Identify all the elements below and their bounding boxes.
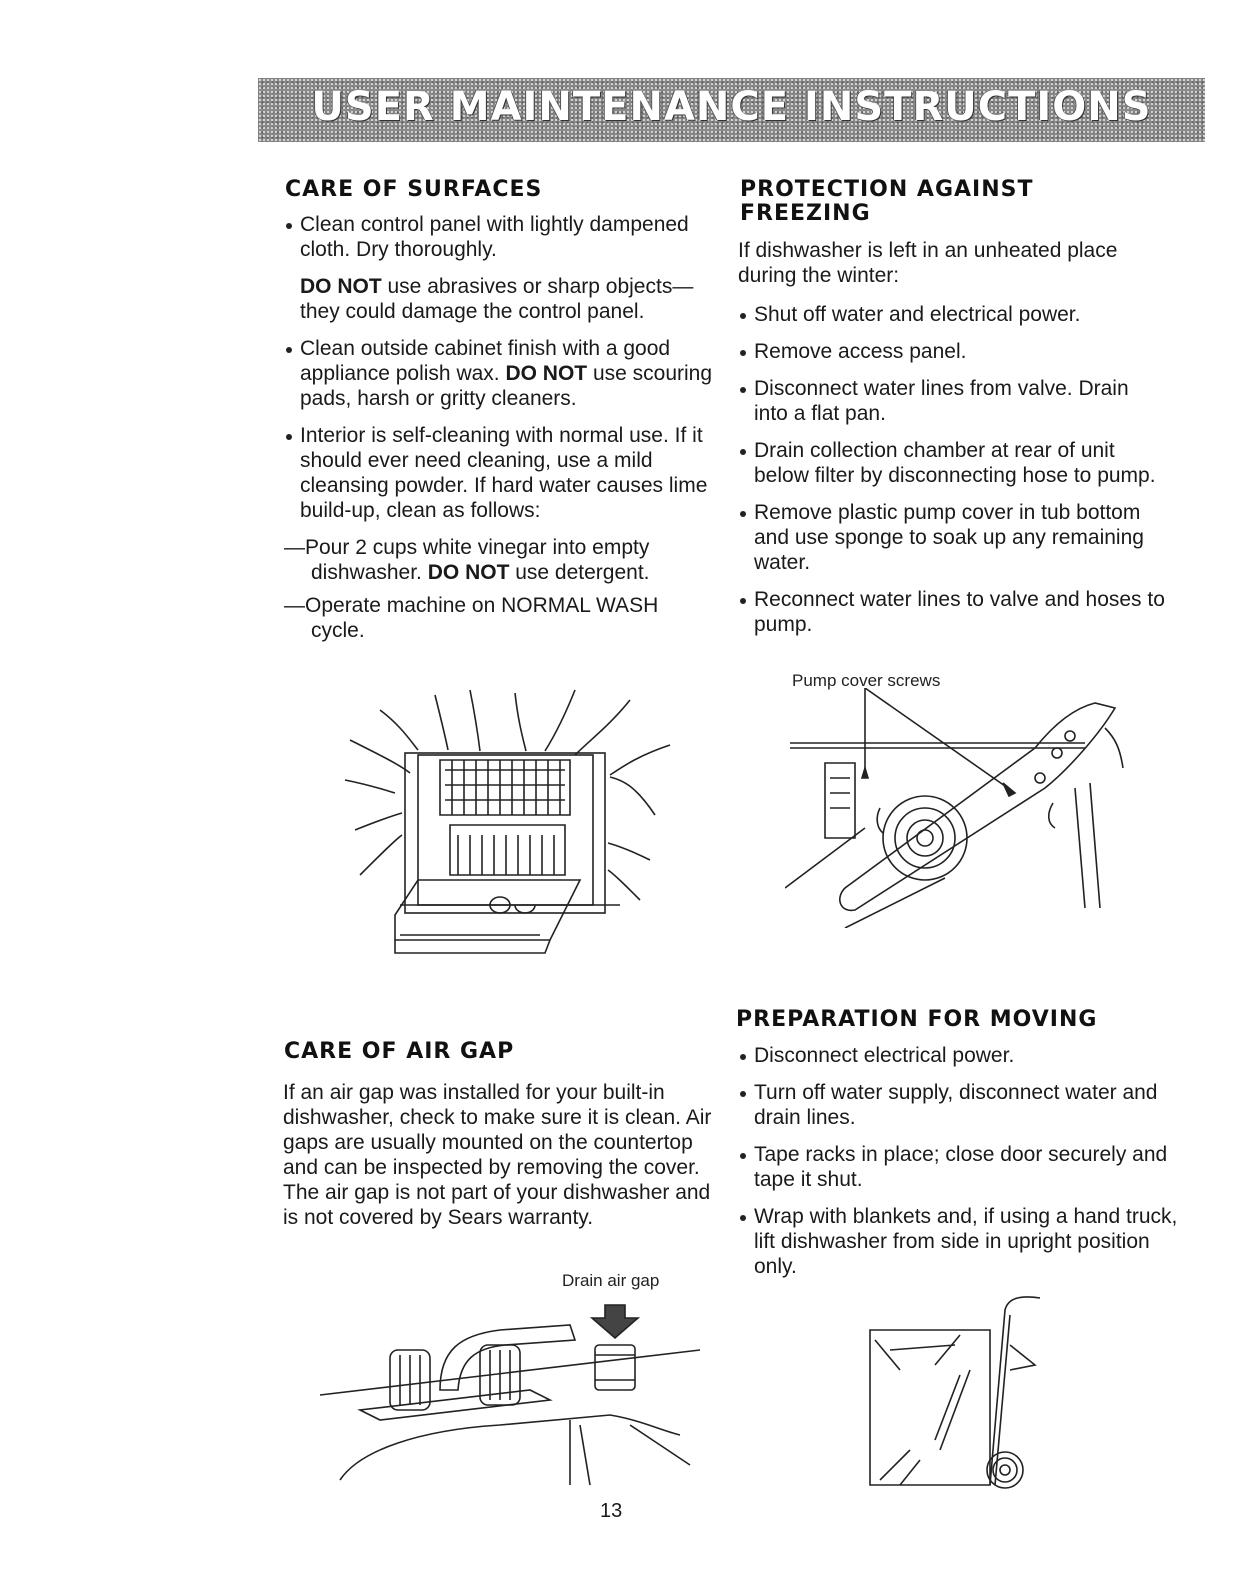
care-surfaces-item-2-b: use scouring pads, harsh or gritty cleaners.	[300, 362, 713, 410]
do-not-label: DO NOT	[427, 561, 510, 584]
preparation-moving-text	[738, 1043, 1178, 1291]
care-surfaces-item-2-a: Clean outside cabinet finish with a good appliance polish wax.	[300, 337, 671, 385]
freezing-item: Remove plastic pump cover in tub bottom and use sponge to soak up any remaining water.	[738, 500, 1168, 575]
drain-air-gap-caption: Drain air gap	[562, 1271, 660, 1290]
dishwasher-illustration	[340, 685, 680, 975]
pump-cover-illustration	[785, 688, 1145, 928]
care-surfaces-step-2: —Operate machine on NORMAL WASH cycle.	[284, 594, 659, 642]
freezing-item: Disconnect water lines from valve. Drain into a flat pan.	[738, 376, 1168, 426]
care-surfaces-warning	[284, 274, 714, 324]
protection-freezing-heading-line-2: FREEZING	[740, 201, 871, 226]
protection-freezing-heading	[740, 178, 1033, 226]
care-surfaces-item-2	[284, 336, 714, 411]
preparation-moving-heading: PREPARATION FOR MOVING	[736, 1007, 1098, 1032]
care-surfaces-warning-text: use abrasives or sharp objects—they could damage the control panel.	[300, 275, 694, 323]
moving-item: Turn off water supply, disconnect water and drain lines.	[738, 1080, 1178, 1130]
care-surfaces-item-3: Interior is self-cleaning with normal use. If it should ever need cleaning, use a mild cleansing powder. If hard water causes lime build-up, clean as follows:	[284, 423, 714, 523]
header-banner	[258, 78, 1205, 142]
protection-freezing-heading-line-1: PROTECTION AGAINST	[740, 177, 1034, 202]
do-not-label: DO NOT	[300, 275, 382, 298]
moving-item: Wrap with blankets and, if using a hand truck, lift dishwasher from side in upright position only.	[738, 1204, 1178, 1279]
freezing-item: Drain collection chamber at rear of unit below filter by disconnecting hose to pump.	[738, 438, 1168, 488]
care-surfaces-step-1-a: —Pour 2 cups white vinegar into empty dishwasher.	[284, 536, 650, 584]
page-number: 13	[600, 1500, 623, 1522]
care-surfaces-step-1	[284, 535, 714, 585]
moving-item: Disconnect electrical power.	[738, 1043, 1178, 1068]
hand-truck-illustration	[860, 1290, 1060, 1500]
moving-item: Tape racks in place; close door securely and tape it shut.	[738, 1142, 1178, 1192]
page-title: USER MAINTENANCE INSTRUCTIONS	[311, 84, 1152, 130]
faucet-air-gap-illustration	[300, 1300, 700, 1490]
care-of-surfaces-text	[284, 212, 714, 655]
air-gap-body: If an air gap was installed for your built-in dishwasher, check to make sure it is clean. Air gaps are usually mounted on the countertop and can be inspected by removing the cover. The air gap is not part of your dishwasher and is not covered by Sears warranty.	[283, 1081, 712, 1229]
freezing-intro: If dishwasher is left in an unheated place during the winter:	[738, 239, 1118, 287]
protection-freezing-text	[738, 238, 1168, 649]
care-surfaces-step-1-b: use detergent.	[509, 561, 650, 584]
pump-cover-caption: Pump cover screws	[792, 671, 941, 690]
care-of-air-gap-heading: CARE OF AIR GAP	[284, 1039, 515, 1064]
care-surfaces-item-1: Clean control panel with lightly dampened cloth. Dry thoroughly.	[284, 212, 714, 262]
freezing-item: Shut off water and electrical power.	[738, 302, 1168, 327]
air-gap-text	[283, 1080, 723, 1242]
do-not-label: DO NOT	[505, 362, 588, 385]
freezing-item: Reconnect water lines to valve and hoses to pump.	[738, 587, 1168, 637]
freezing-item: Remove access panel.	[738, 339, 1168, 364]
care-of-surfaces-heading: CARE OF SURFACES	[285, 177, 543, 202]
